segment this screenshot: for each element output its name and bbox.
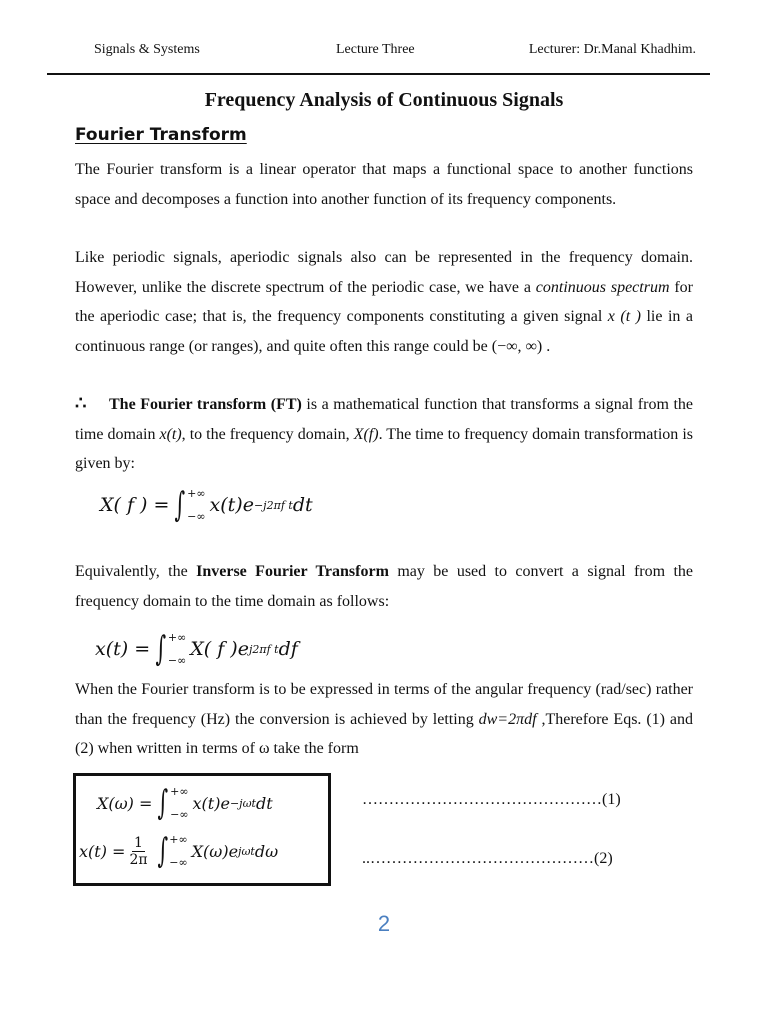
header-lecture: Lecture Three — [336, 42, 415, 57]
paragraph-inverse: Equivalently, the Inverse Fourier Transform may be used to convert a signal from the frequency domain to the time domain as follows: — [75, 563, 694, 610]
integral-sign: ∫ — [155, 629, 167, 669]
paragraph-ft-definition: ∴ The Fourier transform (FT) is a mathematical function that transforms a signal from the time domain x(t), to the frequency domain, X(f). The time to frequency domain transformation is given by: — [75, 389, 693, 479]
header-lecturer: Lecturer: Dr.Manal Khadhim. — [528, 42, 696, 57]
header-course: Signals & Systems — [94, 42, 200, 57]
page-number: 2 — [377, 911, 391, 936]
integral-sign: ∫ — [174, 485, 186, 525]
section-heading: Fourier Transform — [75, 125, 247, 145]
page-header — [94, 42, 694, 62]
equation-fourier-transform: X( f ) = ∫ +∞ −∞ x(t)e −j2πf t dt — [100, 485, 313, 525]
page-title: Frequency Analysis of Continuous Signals — [204, 89, 564, 111]
fraction: $\frac{1}{2\pi}$ — [129, 834, 148, 868]
integral-sign: ∫ — [157, 783, 169, 823]
paragraph-angular-frequency: When the Fourier transform is to be expressed in terms of the angular frequency (rad/sec) rather than the frequency (Hz) the conversion is achieved by letting dw=2πdf ,Therefore Eqs. (1) and (2) when written in terms of ω take the form — [75, 681, 693, 757]
equation-label-1: ………………………………………(1) — [362, 791, 621, 808]
emphasis-continuous-spectrum: continuous spectrum — [535, 278, 670, 296]
integral-limits: +∞ −∞ — [187, 487, 206, 523]
integral-sign: ∫ — [157, 831, 168, 871]
integral-limits: +∞ −∞ — [169, 833, 188, 869]
header-divider — [47, 73, 710, 75]
equation-1-angular: X(ω) = ∫ +∞ −∞ x(t)e −jωt dt — [97, 783, 273, 823]
equation-inverse-fourier-transform: x(t) = ∫ +∞ −∞ X( f )e j2πf t df — [95, 629, 298, 669]
paragraph-definition: The Fourier transform is a linear operator that maps a functional space to another functions space and decomposes a function into another function of its frequency components. — [75, 161, 693, 208]
ft-bold-term: The Fourier transform (FT) — [109, 396, 302, 413]
integral-limits: +∞ −∞ — [167, 631, 187, 667]
equation-2-angular: x(t) = $\frac{1}{2\pi}$ ∫ +∞ −∞ X(ω)e jωt dω — [79, 831, 279, 871]
therefore-symbol: ∴ — [75, 393, 87, 413]
paragraph-aperiodic: Like periodic signals, aperiodic signals also can be represented in the frequency domain. However, unlike the discrete spectrum of the periodic case, we have a continuous spectrum for the aperiodic case; that is, the frequency components constituting a given signal x (t ) lie in a continuous range (or ranges), and quite often this range could be (−∞, ∞) . — [75, 249, 694, 355]
equation-label-2: ..……………………………………(2) — [362, 850, 613, 867]
integral-limits: +∞ −∞ — [170, 785, 189, 821]
ift-bold-term: Inverse Fourier Transform — [196, 563, 389, 580]
